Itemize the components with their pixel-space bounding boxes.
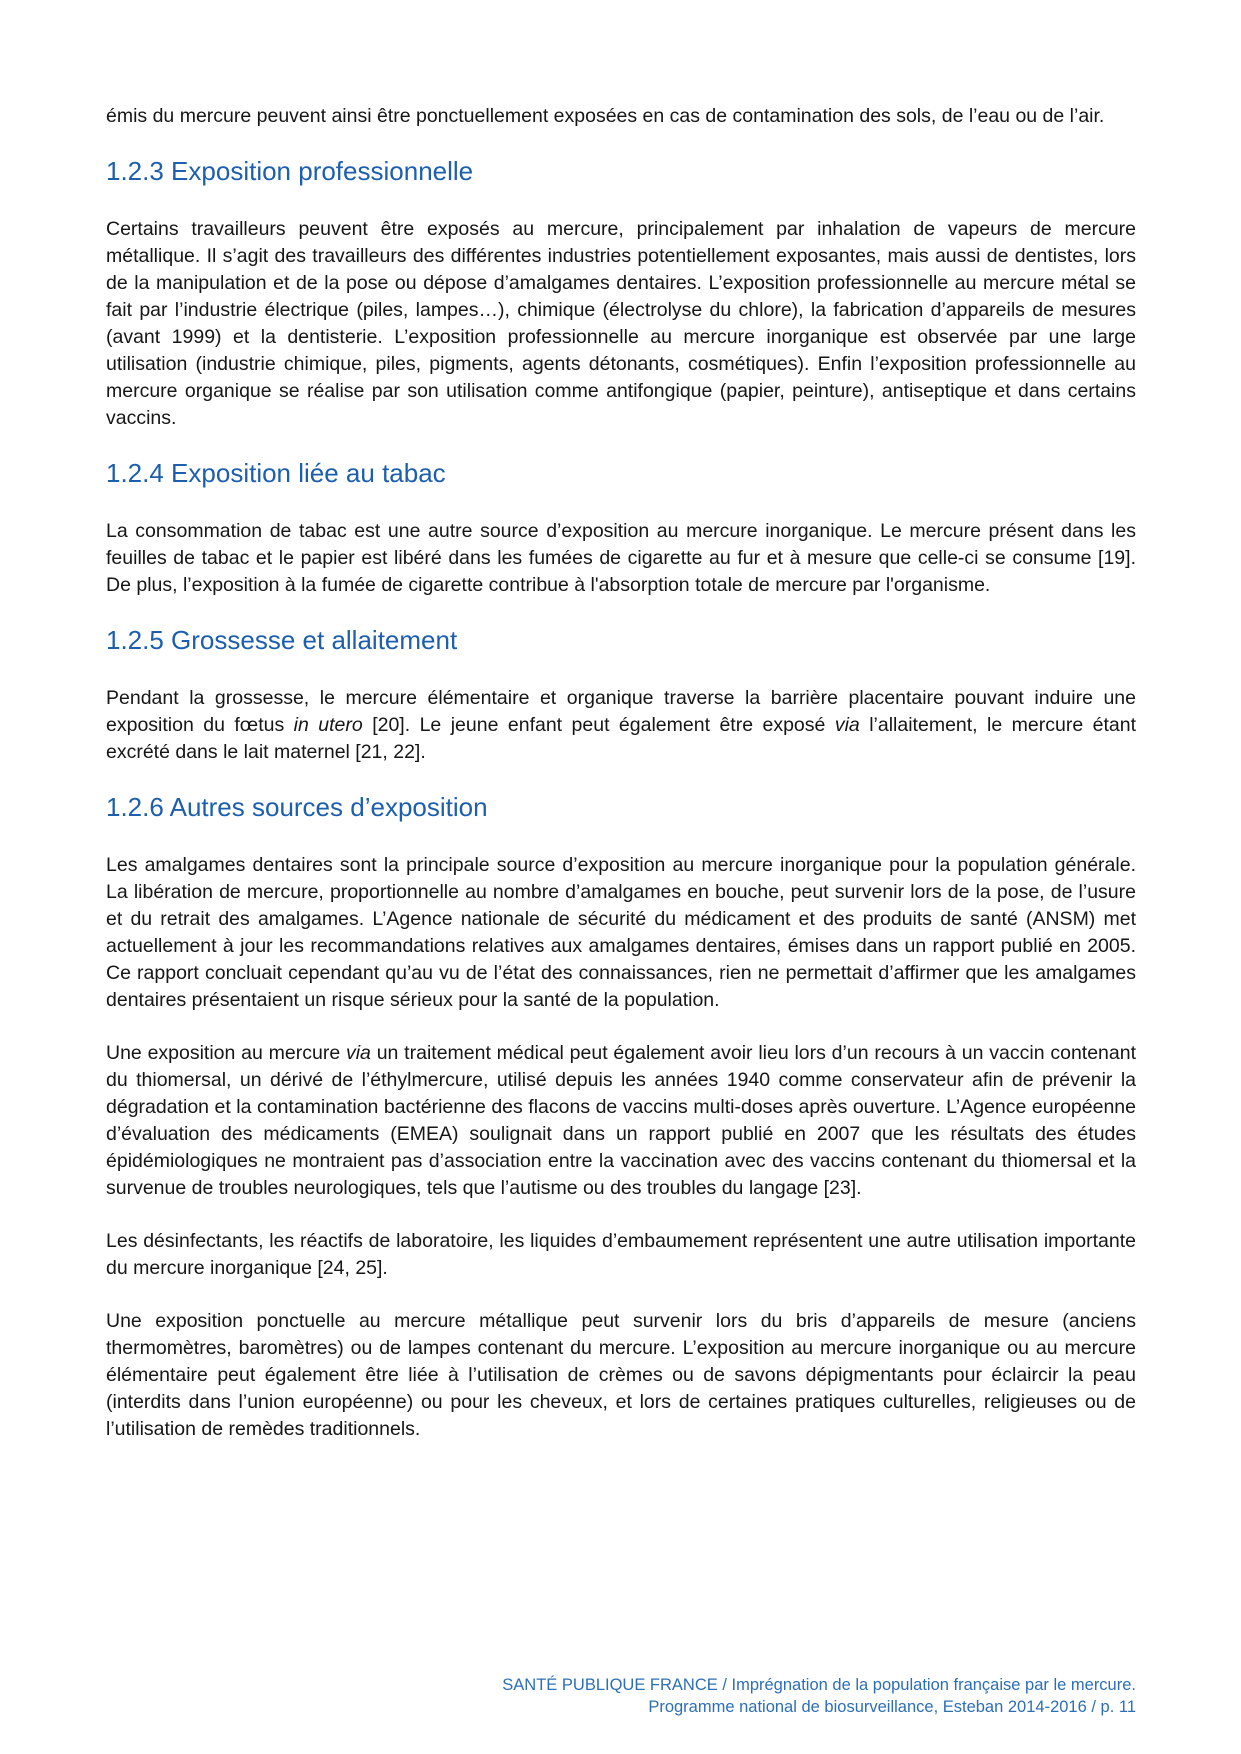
dental-amalgam-paragraph <box>106 852 1136 1014</box>
text-segment: in utero <box>293 714 363 736</box>
text-segment: via <box>834 714 860 736</box>
text-segment: émis du mercure peuvent ainsi être ponctuellement exposées en cas de contamination des sols, de l’eau ou de l’air. <box>106 105 1105 127</box>
section-heading-1-2-6: 1.2.6 Autres sources d’exposition <box>106 792 488 822</box>
document-content <box>106 103 1136 1443</box>
text-segment: via <box>345 1042 371 1064</box>
tobacco-exposure-paragraph <box>106 518 1136 599</box>
thiomersal-vaccine-paragraph <box>106 1040 1136 1202</box>
page-footer <box>502 1674 1136 1718</box>
text-segment: La consommation de tabac est une autre source d’exposition au mercure inorganique. Le mercure présent dans les feuilles de tabac et le papier est libéré dans les fumées de cigarette au fur et à mesure que celle-ci se consume [19]. De plus, l’exposition à la fumée de cigarette contribue à l'absorption totale de mercure par l'organisme. <box>106 520 1136 596</box>
section-heading-1-2-4: 1.2.4 Exposition liée au tabac <box>106 458 446 488</box>
text-segment: l’allaitement, le mercure étant excrété dans le lait maternel [21, 22]. <box>106 714 1136 763</box>
text-segment: un traitement médical peut également avoir lieu lors d’un recours à un vaccin contenant du thiomersal, un dérivé de l’éthylmercure, utilisé depuis les années 1940 comme conservateur afin de prévenir la dégradation et la contamination bactérienne des flacons de vaccins multi-doses après ouverture. L’Agence européenne d’évaluation des médicaments (EMEA) soulignait dans un rapport publié en 2007 que les résultats des études épidémiologiques ne montraient pas d’association entre la vaccination avec des vaccins contenant du thiomersal et la survenue de troubles neurologiques, tels que l’autisme ou des troubles du langage [23]. <box>106 1042 1136 1199</box>
text-segment: Les désinfectants, les réactifs de laboratoire, les liquides d’embaumement représentent une autre utilisation importante du mercure inorganique [24, 25]. <box>106 1230 1136 1279</box>
text-segment: Une exposition au mercure <box>106 1042 346 1064</box>
text-segment: Une exposition ponctuelle au mercure métallique peut survenir lors du bris d’appareils de mesure (anciens thermomètres, baromètres) ou de lampes contenant du mercure. L’exposition au mercure inorganique ou au mercure élémentaire peut également être liée à l’utilisation de crèmes ou de savons dépigmentants pour éclaircir la peau (interdits dans l’union européenne) ou pour les cheveux, et lors de certaines pratiques culturelles, religieuses ou de l’utilisation de remèdes traditionnels. <box>106 1310 1136 1440</box>
text-segment: Les amalgames dentaires sont la principale source d’exposition au mercure inorganique pour la population générale. La libération de mercure, proportionnelle au nombre d’amalgames en bouche, peut survenir lors de la pose, de l’usure et du retrait des amalgames. L’Agence nationale de sécurité du médicament et des produits de santé (ANSM) met actuellement à jour les recommandations relatives aux amalgames dentaires, émises dans un rapport publié en 2005. Ce rapport concluait cependant qu’au vu de l’état des connaissances, rien ne permettait d’affirmer que les amalgames dentaires présentaient un risque sérieux pour la santé de la population. <box>106 854 1136 1011</box>
text-segment: Pendant la grossesse, le mercure élémentaire et organique traverse la barrière placentaire pouvant induire une exposition du fœtus <box>106 687 1136 736</box>
footer-line-1: SANTÉ PUBLIQUE FRANCE / Imprégnation de la population française par le mercure. <box>502 1676 1136 1694</box>
text-segment: Certains travailleurs peuvent être exposés au mercure, principalement par inhalation de vapeurs de mercure métallique. Il s’agit des travailleurs des différentes industries potentiellement exposantes, mais aussi de dentistes, lors de la manipulation et de la pose ou dépose d’amalgames dentaires. L’exposition professionnelle au mercure métal se fait par l’industrie électrique (piles, lampes…), chimique (électrolyse du chlore), la fabrication d’appareils de mesures (avant 1999) et la dentisterie. L’exposition professionnelle au mercure inorganique est observée par une large utilisation (industrie chimique, piles, pigments, agents détonants, cosmétiques). Enfin l’exposition professionnelle au mercure organique se réalise par son utilisation comme antifongique (papier, peinture), antiseptique et dans certains vaccins. <box>106 218 1136 429</box>
intro-continuation-paragraph <box>106 103 1136 130</box>
footer-line-2: Programme national de biosurveillance, Esteban 2014-2016 / p. 11 <box>648 1698 1136 1716</box>
occupational-exposure-paragraph <box>106 216 1136 432</box>
accidental-exposure-paragraph <box>106 1308 1136 1443</box>
text-segment: [20]. Le jeune enfant peut également être exposé <box>362 714 835 736</box>
section-heading-1-2-3: 1.2.3 Exposition professionnelle <box>106 156 474 186</box>
pregnancy-paragraph <box>106 685 1136 766</box>
section-heading-1-2-5: 1.2.5 Grossesse et allaitement <box>106 625 458 655</box>
disinfectants-paragraph <box>106 1228 1136 1282</box>
